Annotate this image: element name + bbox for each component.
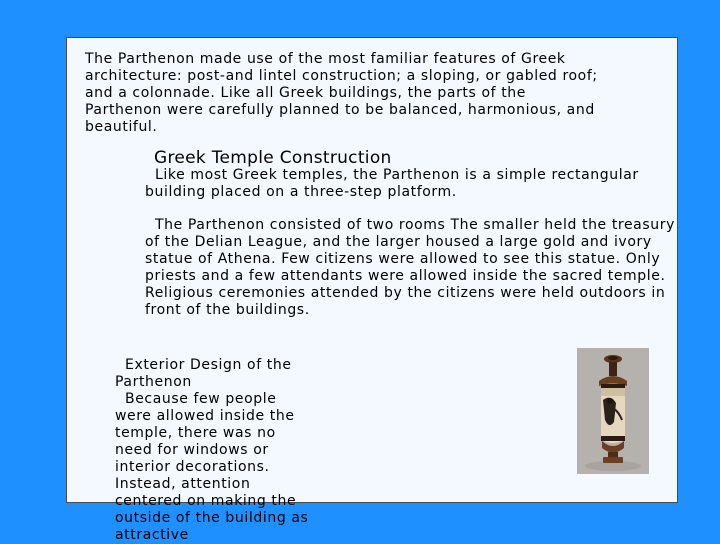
- temple-construction-paragraph: Like most Greek temples, the Parthenon is a simple rectangular building placed on a three-step platform.: [145, 167, 639, 200]
- greek-vase-image: [577, 348, 649, 474]
- exterior-design-heading: Exterior Design of the Parthenon: [115, 357, 292, 390]
- exterior-design-paragraph: Because few people were allowed inside the temple, there was no need for windows or interior decorations. Instead, attention centered on making the outside of the building as attractive: [115, 391, 309, 543]
- vase-illustration: [577, 348, 649, 474]
- section-heading: Greek Temple Construction: [154, 148, 392, 168]
- intro-paragraph: The Parthenon made use of the most familiar features of Greek architecture: post-and lintel construction; a sloping, or gabled roof; and a colonnade. Like all Greek buildings, the parts of the Parthenon were carefully planned to be balanced, harmonious, and beautiful.: [85, 51, 598, 135]
- parthenon-rooms-paragraph: The Parthenon consisted of two rooms The smaller held the treasury of the Delian League, and the larger housed a large gold and ivory statue of Athena. Few citizens were allowed to see this statue. Only priests and a few attendants were allowed inside the sacred temple. Religious ceremonies attended by the citizens were held outdoors in front of the buildings.: [145, 217, 675, 318]
